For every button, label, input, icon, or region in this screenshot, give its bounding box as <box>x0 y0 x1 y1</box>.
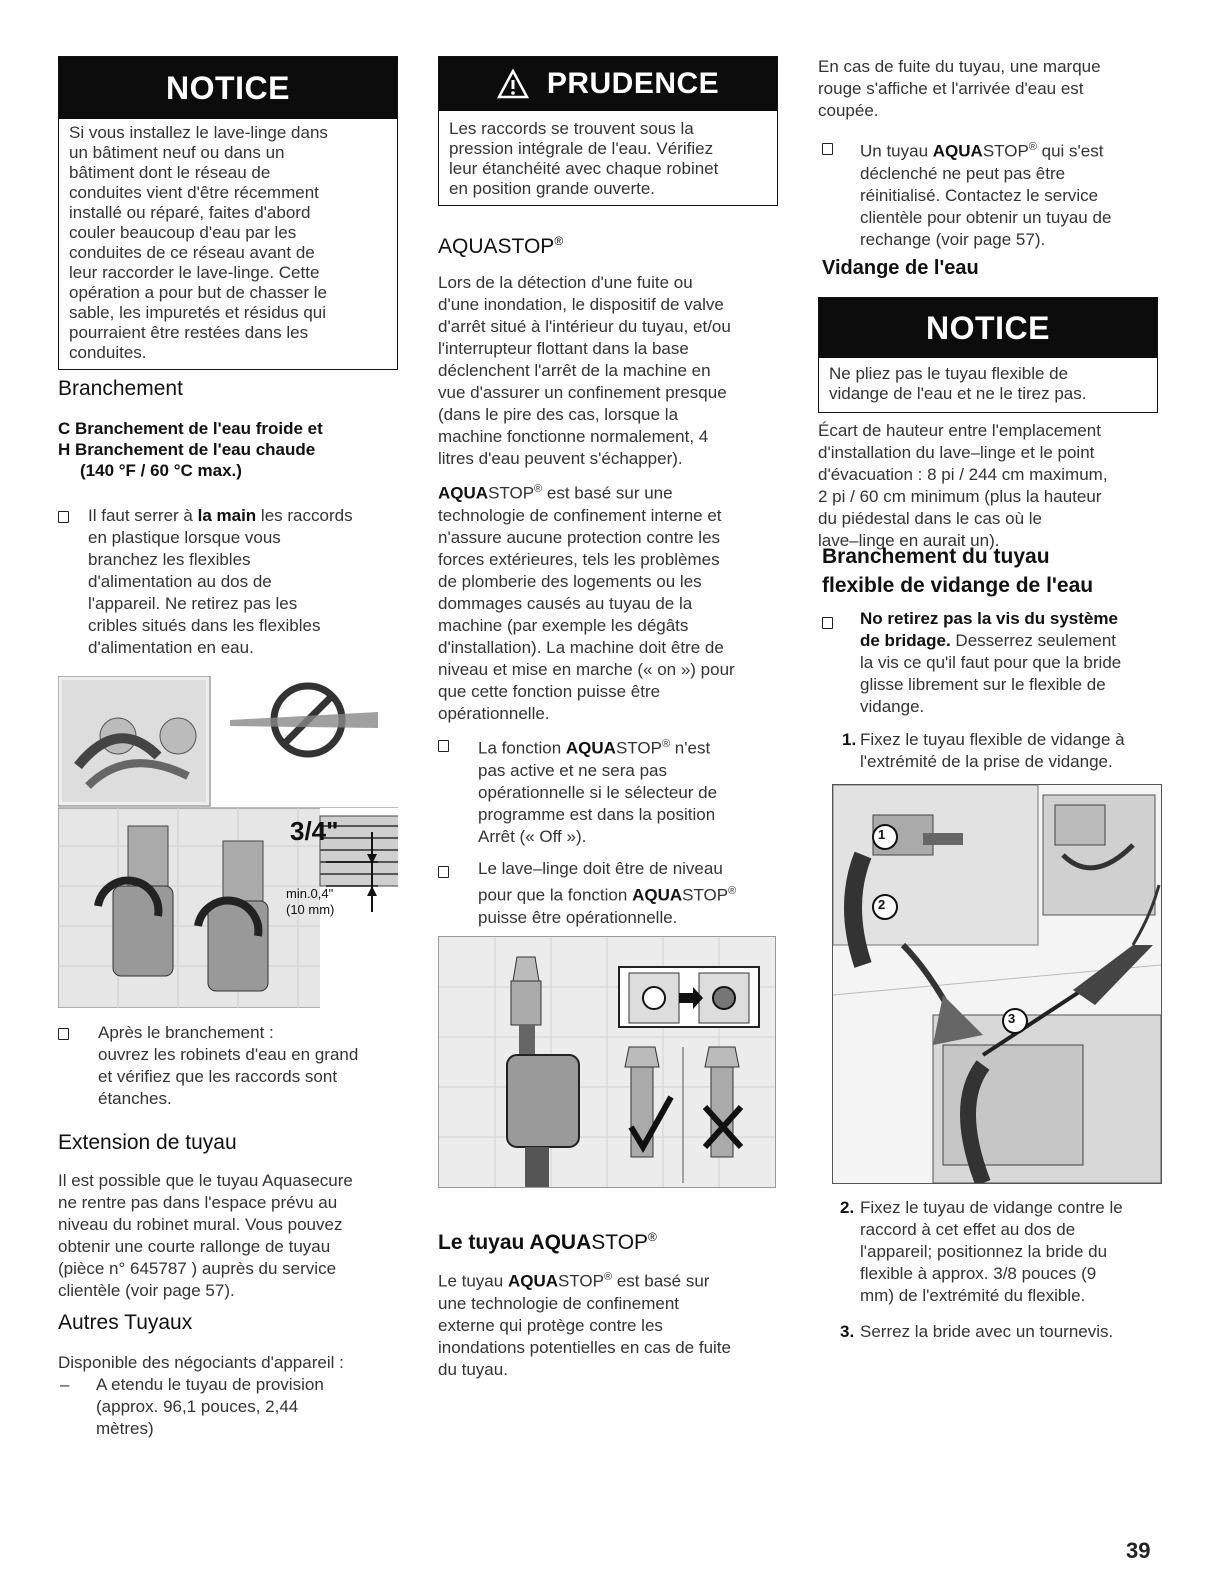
bullet-aquastop-off <box>478 733 778 848</box>
checkbox-bullet-icon <box>438 866 449 878</box>
text-line: programme est dans la position <box>478 804 716 824</box>
prudence-banner <box>439 57 777 111</box>
branchement-heading: Branchement <box>58 377 183 400</box>
aquastop-heading: AQUASTOP® <box>438 234 564 258</box>
checkbox-bullet-icon <box>822 617 833 629</box>
text-line: d'arrêt situé à l'intérieur du tuyau, et/ou <box>438 317 731 336</box>
text-line: glisse librement sur le flexible de <box>860 675 1106 694</box>
hose-connection-illustration <box>58 676 398 1008</box>
text-line: pas active et ne sera pas <box>478 760 668 780</box>
heading-line: flexible de vidange de l'eau <box>822 574 1094 597</box>
hose-connection-drawing <box>58 676 398 1008</box>
step-2-text <box>860 1197 1160 1307</box>
text-line: du piédestal dans le cas où le <box>818 509 1042 528</box>
text-line: technologie de confinement interne et <box>438 505 722 525</box>
notice-line: bâtiment dont le réseau de <box>69 163 271 182</box>
text-line: niveau du robinet mural. Vous pouvez <box>58 1215 343 1234</box>
text-line: Écart de hauteur entre l'emplacement <box>818 421 1101 440</box>
intro-text <box>818 56 1158 122</box>
text-line: A etendu le tuyau de provision <box>96 1375 324 1394</box>
text-line: d'une inondation, le dispositif de valve <box>438 295 724 314</box>
text-line: AQUASTOP® est basé sur une <box>438 483 673 503</box>
text-line: opérationnelle. <box>438 703 550 723</box>
subhead-cold: C Branchement de l'eau froide et <box>58 419 323 438</box>
dash-bullet: – <box>60 1375 70 1394</box>
text-line: niveau et mise en marche (« on ») pour <box>438 659 735 679</box>
prudence-title: PRUDENCE <box>546 67 720 100</box>
text-line: d'évacuation : 8 pi / 244 cm maximum, <box>818 465 1108 484</box>
autres-heading: Autres Tuyaux <box>58 1311 193 1334</box>
subhead-temp: (140 °F / 60 °C max.) <box>80 461 242 480</box>
text-line: No retirez pas la vis du système <box>860 609 1118 628</box>
text-line: Arrêt (« Off »). <box>478 826 587 846</box>
bullet-reset <box>860 136 1160 251</box>
text-line: n'assure aucune protection contre les <box>438 527 721 547</box>
prudence-line: en position grande ouverte. <box>449 179 656 198</box>
text-line: Le lave–linge doit être de niveau <box>478 859 723 878</box>
text-line: clientèle pour obtenir un tuyau de <box>860 207 1112 227</box>
text-line: inondations potentielles en cas de fuite <box>438 1337 731 1357</box>
text-line: flexible à approx. 3/8 pouces (9 <box>860 1264 1097 1283</box>
bullet-level <box>478 858 778 929</box>
text-line: opérationnelle si le sélecteur de <box>478 782 718 802</box>
warning-triangle-icon <box>497 69 529 99</box>
notice-line: leur raccorder le lave-linge. Cette <box>69 263 320 282</box>
autres-text: Disponible des négociants d'appareil : <box>58 1353 344 1372</box>
text-line: de bridage. Desserrez seulement <box>860 631 1117 650</box>
notice-line: conduites vient d'être récemment <box>69 183 319 202</box>
text-line: déclenché ne peut pas être <box>860 163 1066 183</box>
notice-line: couler beaucoup d'eau par les <box>69 223 297 242</box>
text-line: réinitialisé. Contactez le service <box>860 185 1099 205</box>
checkbox-bullet-icon <box>438 740 449 752</box>
drain-connection-heading <box>822 542 1093 600</box>
aquastop-para2 <box>438 478 778 725</box>
text-line: mm) de l'extrémité du flexible. <box>860 1286 1086 1305</box>
notice-banner: NOTICE <box>59 57 397 119</box>
text-line: litres d'eau peuvent s'échapper). <box>438 449 683 468</box>
text-line: obtenir une courte rallonge de tuyau <box>58 1237 331 1256</box>
text-line: Fixez le tuyau flexible de vidange à <box>860 730 1125 749</box>
text-line: Fixez le tuyau de vidange contre le <box>860 1198 1123 1217</box>
text-line: dommages causés au tuyau de la <box>438 593 693 613</box>
level-check-drawing <box>439 937 775 1187</box>
drain-hose-drawing <box>833 785 1161 1183</box>
marker-2: 2 <box>878 897 886 912</box>
bullet-line: l'appareil. Ne retirez pas les <box>88 594 298 613</box>
notice-line: un bâtiment neuf ou dans un <box>69 143 285 162</box>
text-line: (dans le pire des cas, lorsque la <box>438 405 679 424</box>
prudence-line: leur étanchéité avec chaque robinet <box>449 159 719 178</box>
marker-3: 3 <box>1008 1011 1016 1026</box>
checkbox-bullet-icon <box>822 143 833 155</box>
checkbox-bullet-icon <box>58 1028 69 1040</box>
notice-text-2 <box>819 358 1157 404</box>
text-line: d'installation du lave–linge et le point <box>818 443 1095 462</box>
text-line: Lors de la détection d'une fuite ou <box>438 273 693 292</box>
text-line: rechange (voir page 57). <box>860 229 1046 249</box>
extension-text <box>58 1170 398 1302</box>
prudence-box <box>438 56 778 206</box>
bullet-line: étanches. <box>98 1089 172 1108</box>
aquastop-text <box>438 272 778 470</box>
step-number: 2. <box>840 1198 855 1217</box>
text-line: que cette fonction puisse être <box>438 681 661 701</box>
notice-line: sable, les impuretés et résidus qui <box>69 303 327 322</box>
checkbox-bullet-icon <box>58 511 69 523</box>
text-line: (approx. 96,1 pouces, 2,44 <box>96 1397 299 1416</box>
notice-line: installé ou réparé, faites d'abord <box>69 203 311 222</box>
text-line: l'interrupteur flottant dans la base <box>438 339 689 358</box>
text-line: machine fonctionne normalement, 4 <box>438 427 709 446</box>
min-length-label <box>286 886 334 918</box>
notice-line: conduites de ce réseau avant de <box>69 243 315 262</box>
text-line: d'installation). La machine doit être de <box>438 637 724 657</box>
marker-1: 1 <box>878 827 886 842</box>
notice-line: conduites. <box>69 343 147 362</box>
text-line: coupée. <box>818 101 879 120</box>
text-line: clientèle (voir page 57). <box>58 1281 235 1300</box>
text-line: mètres) <box>96 1419 154 1438</box>
text-line: 2 pi / 60 cm minimum (plus la hauteur <box>818 487 1102 506</box>
prudence-line: Les raccords se trouvent sous la <box>449 119 694 138</box>
text-line: puisse être opérationnelle. <box>478 907 678 927</box>
page-number: 39 <box>1126 1538 1151 1563</box>
extension-heading: Extension de tuyau <box>58 1131 237 1154</box>
bullet-line: branchez les flexibles <box>88 550 251 569</box>
notice-text <box>59 119 397 363</box>
text-line: vidange. <box>860 697 925 716</box>
thread-size-label: 3/4" <box>290 816 339 846</box>
notice-box <box>58 56 398 370</box>
height-diff-text <box>818 420 1160 552</box>
text-line: En cas de fuite du tuyau, une marque <box>818 57 1101 76</box>
bullet-line: et vérifiez que les raccords sont <box>98 1067 338 1086</box>
bullet-line: en plastique lorsque vous <box>88 528 281 547</box>
level-check-illustration <box>438 936 776 1188</box>
notice-line: Si vous installez le lave-linge dans <box>69 123 328 142</box>
text-line: forces extérieures, tels les problèmes <box>438 549 720 569</box>
subhead-hot: H Branchement de l'eau chaude <box>58 440 316 459</box>
bullet-line: d'alimentation en eau. <box>88 638 254 657</box>
text-line: lave–linge en aurait un). <box>818 531 1000 550</box>
text-line: la vis ce qu'il faut pour que la bride <box>860 653 1122 672</box>
min-length-line: min.0,4" <box>286 886 334 901</box>
text-line: ne rentre pas dans l'espace prévu au <box>58 1193 338 1212</box>
notice-box-2 <box>818 297 1158 413</box>
vidange-heading: Vidange de l'eau <box>822 257 979 279</box>
text-line: une technologie de confinement <box>438 1293 680 1313</box>
step-1-text <box>860 729 1160 773</box>
prudence-text <box>439 111 777 199</box>
text-line: de plomberie des logements ou les <box>438 571 702 591</box>
autres-item <box>96 1374 396 1440</box>
text-line: du tuyau. <box>438 1359 508 1379</box>
bullet-line: d'alimentation au dos de <box>88 572 272 591</box>
step-number: 3. <box>840 1322 855 1341</box>
branchement-subheads <box>58 418 323 481</box>
drain-hose-illustration <box>832 784 1162 1184</box>
text-line: externe qui protège contre les <box>438 1315 663 1335</box>
text-line: Un tuyau AQUASTOP® qui s'est <box>860 141 1104 161</box>
text-line: raccord à cet effet au dos de <box>860 1220 1076 1239</box>
text-line: l'extrémité de la prise de vidange. <box>860 752 1113 771</box>
notice-line: opération a pour but de chasser le <box>69 283 328 302</box>
text-line: rouge s'affiche et l'arrivée d'eau est <box>818 79 1084 98</box>
prudence-line: pression intégrale de l'eau. Vérifiez <box>449 139 714 158</box>
text-line: l'appareil; positionnez la bride du <box>860 1242 1108 1261</box>
text-line: La fonction AQUASTOP® n'est <box>478 738 711 758</box>
notice-line: vidange de l'eau et ne le tirez pas. <box>829 384 1087 403</box>
notice-line: Ne pliez pas le tuyau flexible de <box>829 364 1069 383</box>
bullet-line: cribles situés dans les flexibles <box>88 616 321 635</box>
text-line: pour que la fonction AQUASTOP® <box>478 885 737 905</box>
text-line: Le tuyau AQUASTOP® est basé sur <box>438 1271 710 1291</box>
text-line: machine (par exemple les dégâts <box>438 615 689 635</box>
bullet-after-connection <box>98 1022 408 1110</box>
min-length-line: (10 mm) <box>286 902 335 917</box>
text-line: déclenchent l'arrêt de la machine en <box>438 361 711 380</box>
bullet-hand-tighten <box>88 505 398 659</box>
heading-line: Branchement du tuyau <box>822 545 1050 568</box>
bullet-clamp-screw <box>860 608 1160 718</box>
text-line: vue d'assurer un confinement presque <box>438 383 727 402</box>
notice-line: pourraient être restées dans les <box>69 323 309 342</box>
tuyau-aquastop-text <box>438 1266 778 1381</box>
text-line: (pièce n° 645787 ) auprès du service <box>58 1259 337 1278</box>
bullet-line: Il faut serrer à la main les raccords <box>88 506 353 525</box>
text-line: Il est possible que le tuyau Aquasecure <box>58 1171 353 1190</box>
notice-banner-2: NOTICE <box>819 298 1157 358</box>
step-3-text: Serrez la bride avec un tournevis. <box>860 1322 1114 1341</box>
step-number: 1. <box>842 730 857 749</box>
bullet-line: Après le branchement : <box>98 1023 274 1042</box>
bullet-line: ouvrez les robinets d'eau en grand <box>98 1045 359 1064</box>
tuyau-aquastop-heading: Le tuyau AQUASTOP® <box>438 1230 657 1254</box>
